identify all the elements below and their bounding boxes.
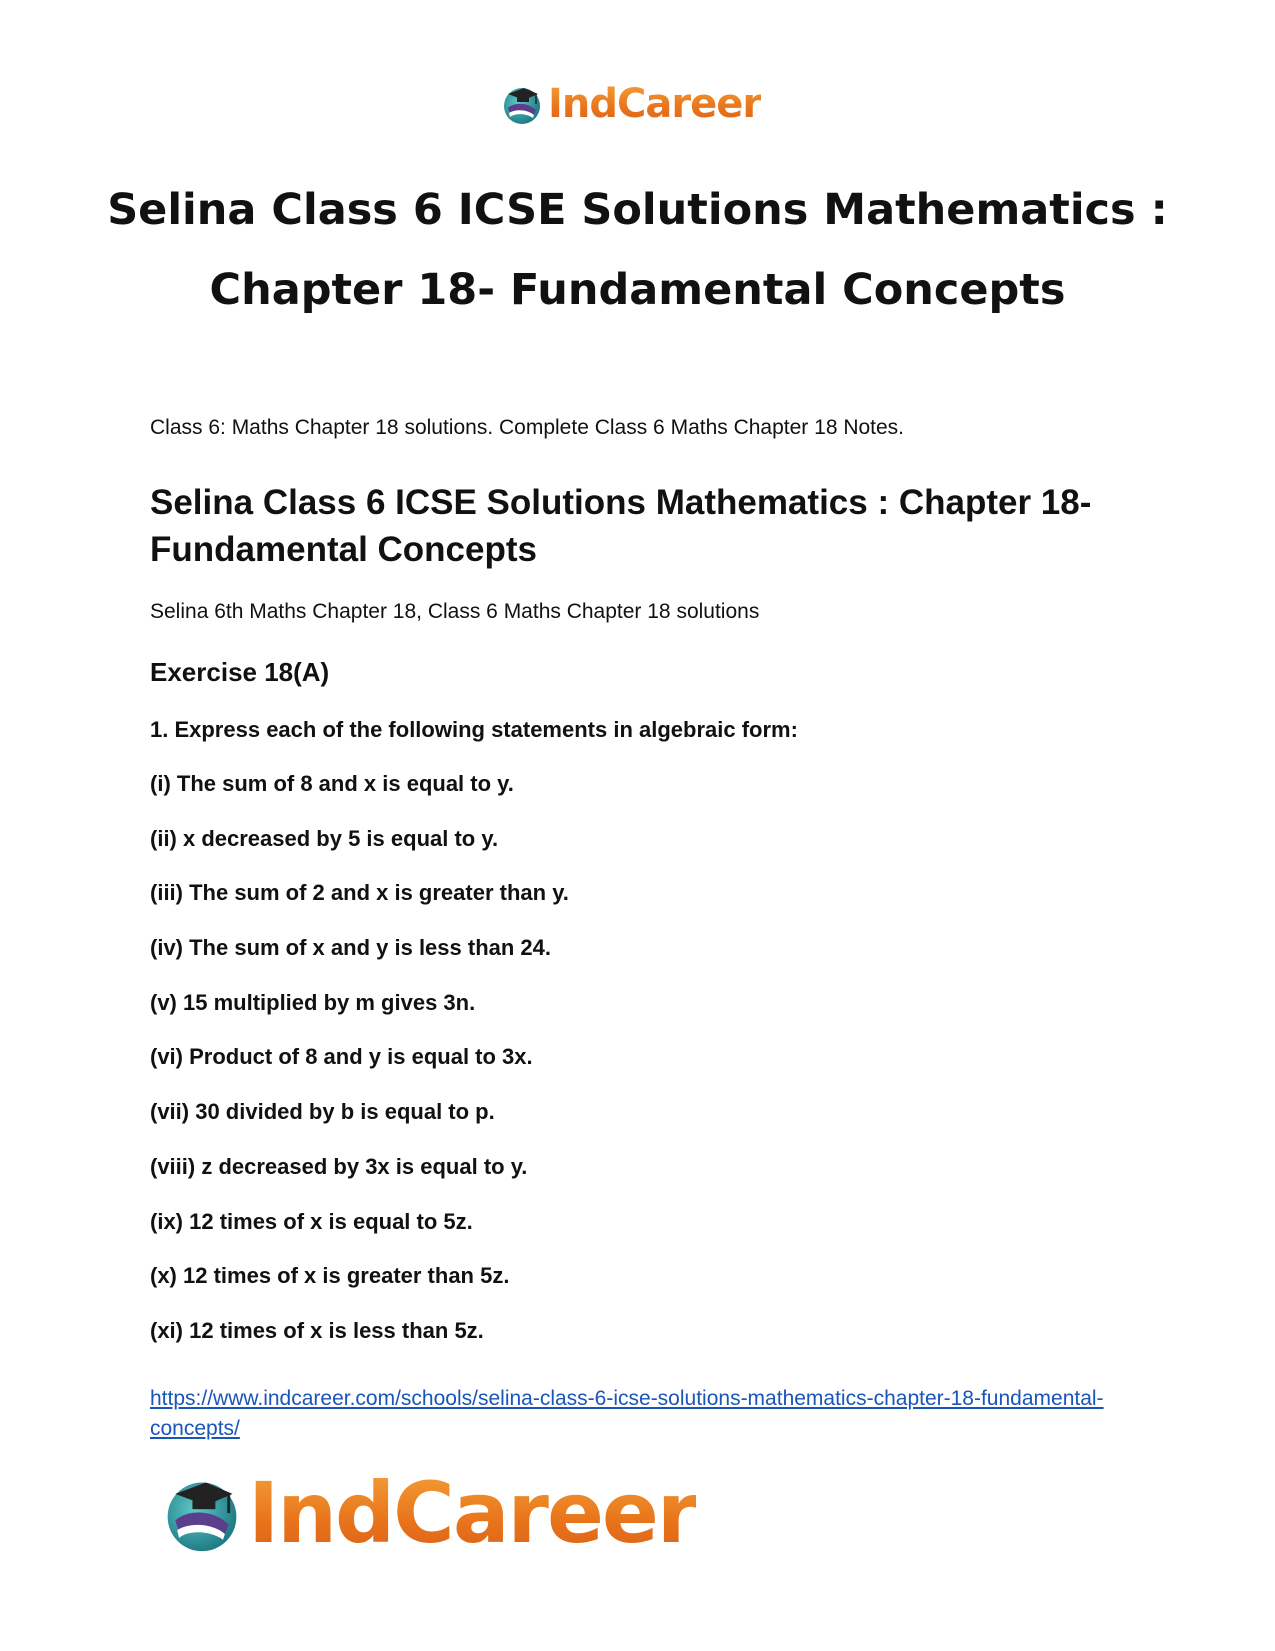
list-item: (vii) 30 divided by b is equal to p. [150, 1099, 495, 1125]
section-subtitle: Selina 6th Maths Chapter 18, Class 6 Maths Chapter 18 solutions [150, 600, 760, 623]
list-item: (xi) 12 times of x is less than 5z. [150, 1317, 484, 1343]
intro-text: Class 6: Maths Chapter 18 solutions. Complete Class 6 Maths Chapter 18 Notes. [150, 416, 905, 439]
exercise-heading: Exercise 18(A) [150, 657, 330, 687]
list-item: (iv) The sum of x and y is less than 24. [150, 935, 552, 961]
list-item: (ix) 12 times of x is equal to 5z. [150, 1208, 473, 1234]
list-item: (ii) x decreased by 5 is equal to y. [150, 825, 499, 851]
footer-logo [160, 1465, 696, 1561]
list-item: (vi) Product of 8 and y is equal to 3x. [150, 1044, 533, 1070]
graduation-cap-globe-icon [160, 1471, 244, 1555]
page-title: Selina Class 6 ICSE Solutions Mathematics : Chapter 18- Fundamental Concepts [107, 185, 1168, 315]
question-text: 1. Express each of the following statements in algebraic form: [150, 717, 798, 742]
brand-wordmark: IndCareer [248, 1464, 697, 1562]
section-heading: Selina Class 6 ICSE Solutions Mathematics : Chapter 18- Fundamental Concepts [150, 483, 1092, 569]
header-logo [500, 78, 761, 130]
source-link[interactable]: https://www.indcareer.com/schools/selina-class-6-icse-solutions-mathematics-chapter-18-fundamental-concepts/ [150, 1387, 1104, 1440]
graduation-cap-globe-icon [500, 82, 544, 126]
list-item: (i) The sum of 8 and x is equal to y. [150, 771, 514, 796]
list-item: (v) 15 multiplied by m gives 3n. [150, 989, 476, 1015]
list-item: (iii) The sum of 2 and x is greater than y. [150, 880, 569, 906]
list-item: (x) 12 times of x is greater than 5z. [150, 1263, 510, 1289]
question-items-list [150, 770, 1130, 1372]
brand-wordmark: IndCareer [548, 81, 762, 127]
list-item: (viii) z decreased by 3x is equal to y. [150, 1153, 528, 1179]
